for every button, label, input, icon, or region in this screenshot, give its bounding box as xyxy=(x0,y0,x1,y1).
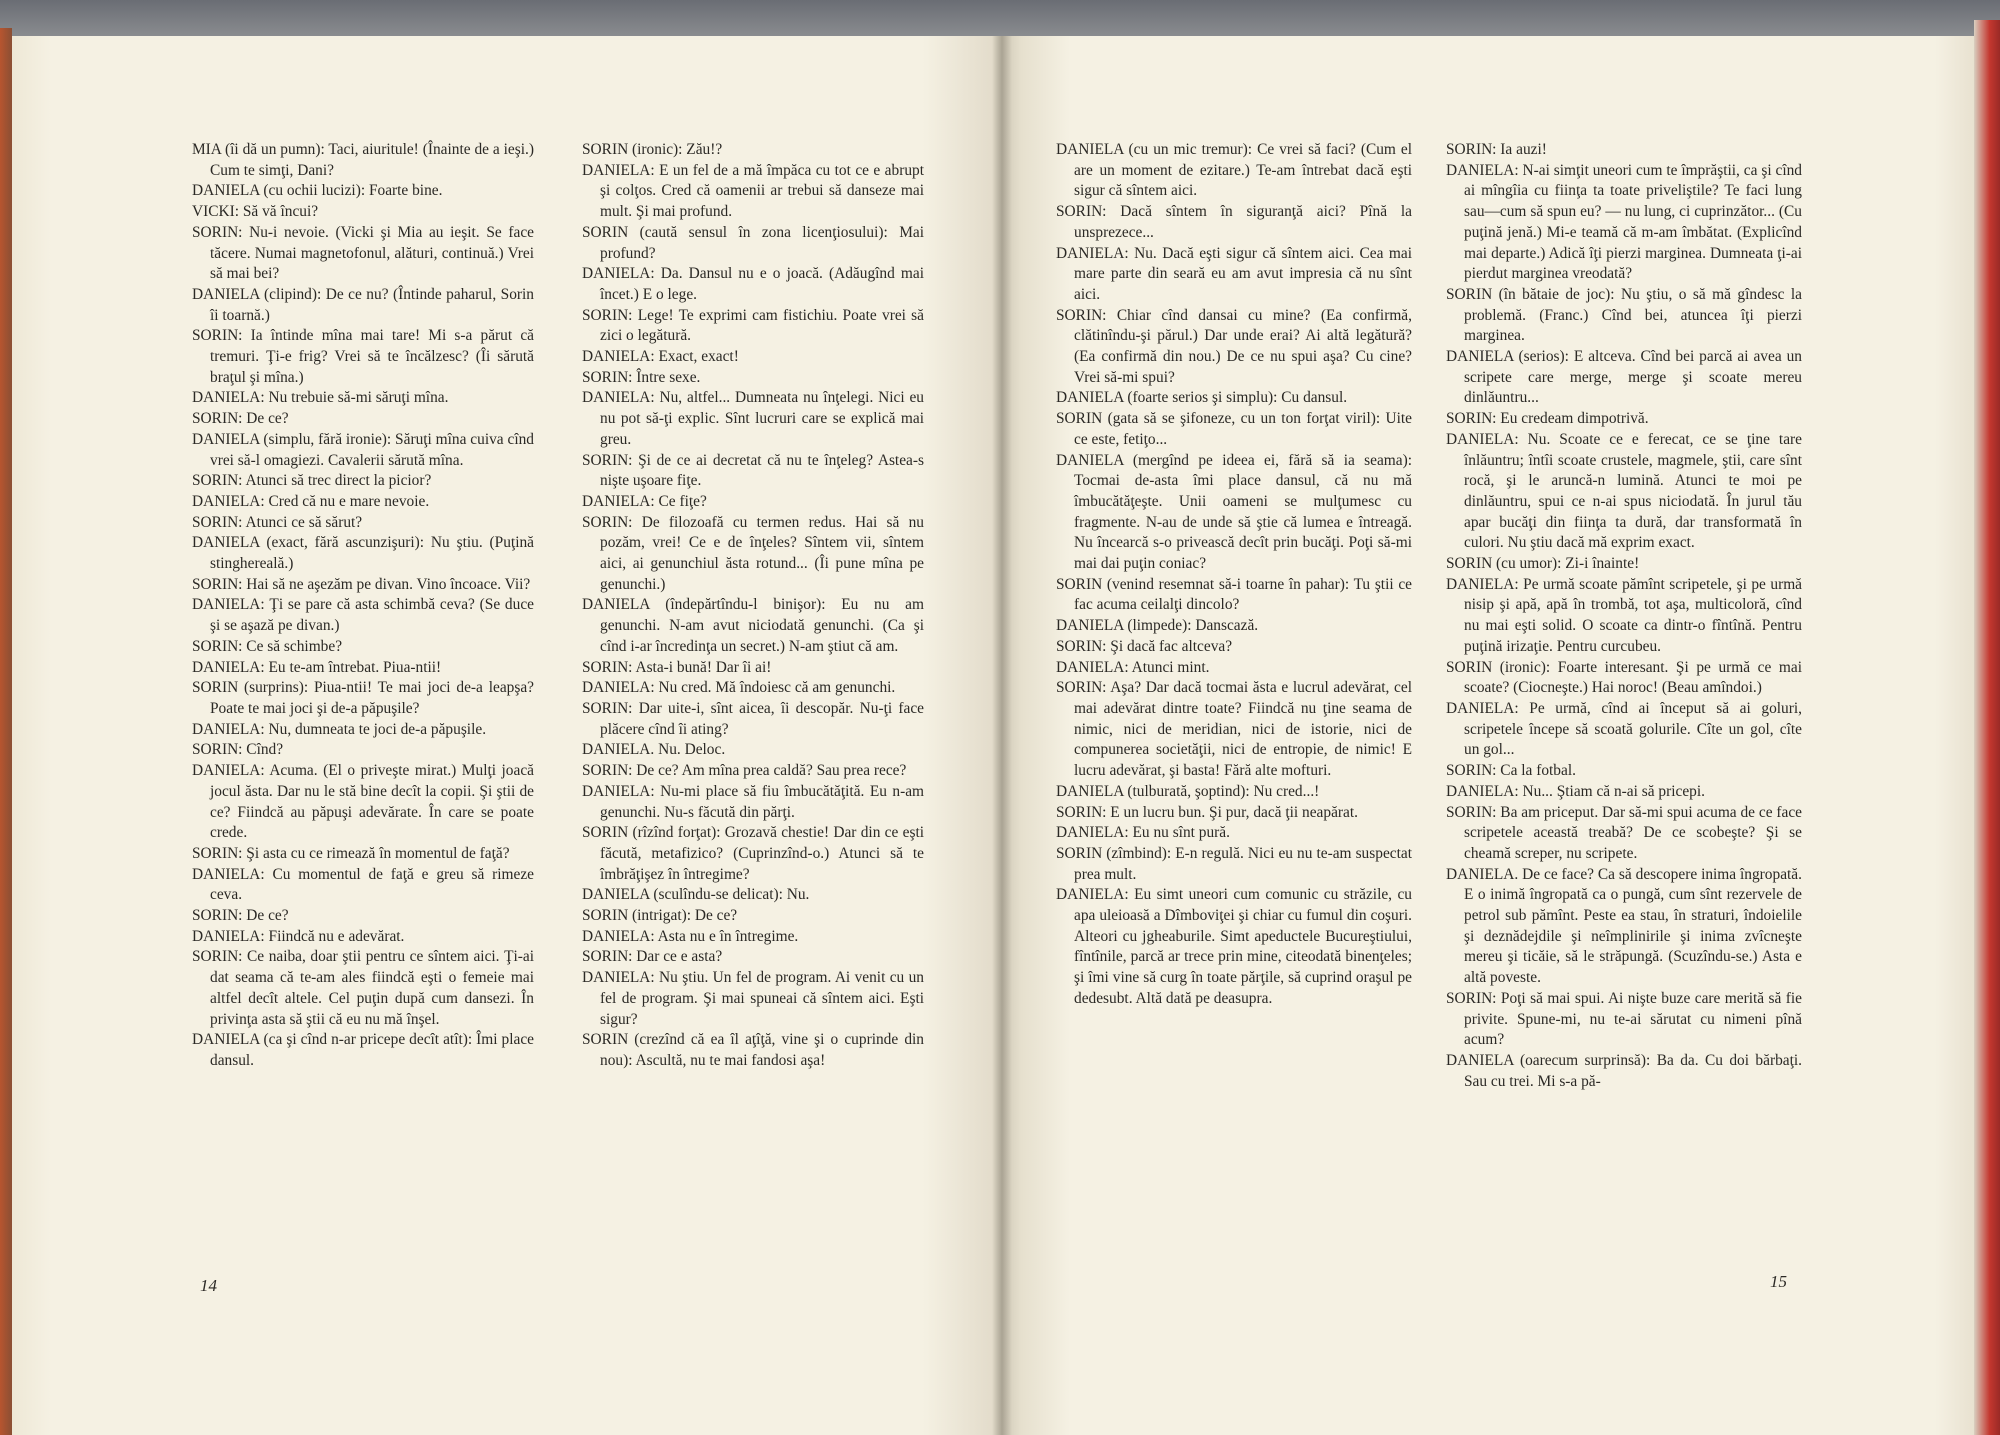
dialogue-line: SORIN: De ce? xyxy=(192,410,289,428)
dialogue-line: DANIELA: Nu ştiu. Un fel de program. Ai venit cu un fel de program. Şi mai spuneai că sîntem aici. Eşti sigur? xyxy=(582,969,924,1028)
dialogue-line: SORIN: Şi de ce ai decretat că nu te înţeleg? Astea-s nişte uşoare fiţe. xyxy=(582,451,924,490)
book-top-edge xyxy=(0,0,2000,40)
dialogue-line: DANIELA (cu un mic tremur): Ce vrei să faci? (Cum el are un moment de ezitare.) Te-am întrebat dacă eşti sigur că sîntem aici. xyxy=(1056,141,1412,200)
dialogue-line: DANIELA (îndepărtîndu-l binişor): Eu nu am genunchi. N-am avut niciodată genunchi. (Ca şi cînd i-ar încredinţa un secret.) N-am ştiut că am. xyxy=(582,596,924,655)
dialogue-line: DANIELA: Nu. Scoate ce e ferecat, ce se ţine tare înlăuntru; întîi scoate crustele, magmele, ştii, care sînt rocă, şi le aruncă-n lumină. Atunci te moi pe dinlăuntru, spui ce n-ai spus niciodată. În jurul tău apar bucăţi din fiinţa ta dură, dar transformată în culori. Nu ştiu dacă mă exprim exact. xyxy=(1446,430,1802,552)
dialogue-line: DANIELA. Nu. Deloc. xyxy=(582,741,726,759)
dialogue-line: SORIN: Dacă sîntem în siguranţă aici? Pînă la unsprezece... xyxy=(1056,203,1412,241)
dialogue-line: SORIN: Dar uite-i, sînt aicea, îi descopăr. Nu-ţi face plăcere cînd îi ating? xyxy=(582,699,924,738)
dialogue-line: SORIN: Lege! Te exprimi cam fistichiu. Poate vrei să zici o legătură. xyxy=(582,306,924,345)
dialogue-line: DANIELA: Atunci mint. xyxy=(1056,658,1210,676)
dialogue-line: SORIN: Între sexe. xyxy=(582,368,701,386)
left-page-column-2 xyxy=(582,140,924,1072)
dialogue-line: SORIN: Şi asta cu ce rimează în momentul de faţă? xyxy=(192,844,510,862)
dialogue-line: DANIELA (exact, fără ascunzişuri): Nu ştiu. (Puţină stinghereală.) xyxy=(192,534,534,573)
dialogue-line: DANIELA (mergînd pe ideea ei, fără să ia seama): Tocmai de-asta îmi place dansul, că nu mă îmbucătăţeşte. Unii oameni se mulţumesc cu fragmente. N-au de unde să ştie că lumea e întreagă. Nu încearcă s-o privească decît prin bucăţi. Poţi să-mi mai dai puţin coniac? xyxy=(1056,451,1412,573)
dialogue-line: DANIELA: Cu momentul de faţă e greu să rimeze ceva. xyxy=(192,865,534,904)
dialogue-line: DANIELA: Nu trebuie să-mi săruţi mîna. xyxy=(192,389,449,407)
dialogue-line: SORIN: Hai să ne aşezăm pe divan. Vino încoace. Vii? xyxy=(192,575,531,593)
dialogue-line: SORIN: Atunci să trec direct la picior? xyxy=(192,472,432,490)
dialogue-line: SORIN (crezînd că ea îl aţîţă, vine şi o cuprinde din nou): Ascultă, nu te mai fandosi aşa! xyxy=(582,1031,924,1069)
dialogue-line: SORIN (intrigat): De ce? xyxy=(582,907,738,925)
dialogue-line: SORIN: De ce? Am mîna prea caldă? Sau prea rece? xyxy=(582,762,907,780)
dialogue-line: SORIN (cu umor): Zi-i înainte! xyxy=(1446,555,1640,573)
dialogue-line: DANIELA: Ce fiţe? xyxy=(582,492,707,510)
dialogue-line: SORIN (venind resemnat să-i toarne în pahar): Tu ştii ce fac acuma ceilalţi dincolo? xyxy=(1056,575,1412,614)
dialogue-line: SORIN: Aşa? Dar dacă tocmai ăsta e lucrul adevărat, cel mai adevărat dintre toate? Fiindcă nu ţine seama de nimic, nici de meridian, nici de istorie, nici de compunerea societăţii, nici de entropie, de nimic! E lucru adevărat, şi basta! Fără alte mofturi. xyxy=(1056,679,1412,780)
dialogue-line: SORIN (rîzînd forţat): Grozavă chestie! Dar din ce eşti făcută, metafizico? (Cuprinzînd-o.) Atunci să te îmbrăţişez în întregime? xyxy=(582,824,924,883)
dialogue-line: DANIELA (serios): E altceva. Cînd bei parcă ai avea un scripete care merge, merge şi scoate mereu dinlăuntru... xyxy=(1446,348,1802,407)
dialogue-line: DANIELA: E un fel de a mă împăca cu tot ce e abrupt şi colţos. Cred că oamenii ar trebui să danseze mai mult. Şi mai profund. xyxy=(582,161,924,221)
dialogue-line: MIA (îi dă un pumn): Taci, aiuritule! (Înainte de a ieşi.) Cum te simţi, Dani? xyxy=(192,141,534,179)
dialogue-line: DANIELA: Nu, altfel... Dumneata nu înţelegi. Nici eu nu pot să-ţi explic. Sînt lucruri care se explică mai greu. xyxy=(582,389,924,448)
dialogue-line: SORIN (gata să se şifoneze, cu un ton forţat viril): Uite ce este, fetiţo... xyxy=(1056,410,1412,448)
dialogue-line: DANIELA (clipind): De ce nu? (Întinde paharul, Sorin îi toarnă.) xyxy=(192,285,534,324)
right-page-column-2 xyxy=(1446,140,1802,1092)
dialogue-line: DANIELA: Eu simt uneori cum comunic cu străzile, cu apa uleioasă a Dîmboviţei şi chiar cu fumul din coşuri. Alteori cu jgheaburile. Simt apeductele Bucureştiului, fîntînile, parcă ar trece prin mine, citeodată binenţeles; şi îmi vine să curg în toate părţile, să cuprind oraşul pe dedesubt. Altă dată pe deasupra. xyxy=(1056,886,1412,1007)
dialogue-line: DANIELA: Nu cred. Mă îndoiesc că am genunchi. xyxy=(582,679,896,697)
dialogue-line: SORIN: Dar ce e asta? xyxy=(582,948,723,966)
dialogue-line: DANIELA (ca şi cînd n-ar pricepe decît atît): Îmi place dansul. xyxy=(192,1031,534,1069)
dialogue-line: DANIELA (limpede): Danscază. xyxy=(1056,617,1259,635)
dialogue-line: SORIN: Eu credeam dimpotrivă. xyxy=(1446,410,1649,428)
dialogue-line: DANIELA: Acuma. (El o priveşte mirat.) Mulţi joacă jocul ăsta. Dar nu le stă bine decît la copii. Şi ştii de ce? Fiindcă au păpuşi adevărate. În care se poate crede. xyxy=(192,762,534,842)
dialogue-line: SORIN (zîmbind): E-n regulă. Nici eu nu te-am suspectat prea mult. xyxy=(1056,844,1412,883)
dialogue-line: DANIELA: Nu... Ştiam că n-ai să pricepi. xyxy=(1446,782,1706,800)
dialogue-line: DANIELA (oarecum surprinsă): Ba da. Cu doi bărbaţi. Sau cu trei. Mi s-a pă- xyxy=(1446,1051,1802,1090)
dialogue-line: SORIN: Ia auzi! xyxy=(1446,141,1547,158)
left-page-column-1 xyxy=(192,140,534,1072)
dialogue-line: SORIN: Ce naiba, doar ştii pentru ce sîntem aici. Ţi-ai dat seama că te-am ales fiindcă eşti o femeie mai altfel decît altele. Cel puţin după cum dansezi. În privinţa asta să ştii că eu nu mă înşel. xyxy=(192,948,534,1028)
dialogue-line: SORIN: Ba am priceput. Dar să-mi spui acuma de ce face scripetele această treabă? De ce scobeşte? Şi se cheamă screper, nu scripete. xyxy=(1446,803,1802,862)
page-number-right: 15 xyxy=(1770,1272,1787,1291)
dialogue-line: DANIELA (cu ochii lucizi): Foarte bine. xyxy=(192,182,443,200)
dialogue-line: SORIN: De ce? xyxy=(192,907,289,925)
dialogue-line: SORIN: Ia întinde mîna mai tare! Mi s-a părut că tremuri. Ţi-e frig? Vrei să te încălzesc? (Îi sărută braţul şi mîna.) xyxy=(192,327,534,386)
dialogue-line: DANIELA: Pe urmă, cînd ai început să ai goluri, scripetele începe să scoată golurile. Cîte un gol, cîte un gol... xyxy=(1446,699,1802,759)
dialogue-line: DANIELA: Asta nu e în întregime. xyxy=(582,927,799,945)
book-cover-left-edge xyxy=(0,28,12,1435)
book-cover-right-edge xyxy=(1974,20,2000,1435)
dialogue-line: SORIN: Cînd? xyxy=(192,741,284,759)
book-gutter xyxy=(992,36,1012,1435)
right-page-column-1 xyxy=(1056,140,1412,1010)
dialogue-line: DANIELA: Nu, dumneata te joci de-a păpuşile. xyxy=(192,720,487,738)
dialogue-line: DANIELA: Eu te-am întrebat. Piua-ntii! xyxy=(192,658,442,676)
dialogue-line: DANIELA: N-ai simţit uneori cum te împrăştii, ca şi cînd ai mîngîia cu fiinţa ta toate priveliştile? Te faci lung sau—cum să spun eu? — nu lung, ci cuprinzător... (Cu puţină jenă.) Mi-e teamă că m-am îmbătat. (Explicînd mai departe.) Adică îţi pierzi marginea. Dumneata ţi-ai pierdut marginea vreodată? xyxy=(1446,161,1802,283)
dialogue-line: SORIN (ironic): Zău!? xyxy=(582,141,723,158)
dialogue-line: DANIELA (simplu, fără ironie): Săruţi mîna cuiva cînd vrei să-l omagiezi. Cavalerii sărută mîna. xyxy=(192,430,534,469)
dialogue-line: SORIN: De filozoafă cu termen redus. Hai să nu pozăm, vrei! Ce e de înţeles? Sîntem vii, sîntem aici, ai genunchiul ăsta rotund... (Îi pune mîna pe genunchi.) xyxy=(582,513,924,593)
dialogue-line: SORIN: Poţi să mai spui. Ai nişte buze care merită să fie privite. Spune-mi, nu te-ai sărutat cu nimeni pînă acum? xyxy=(1446,989,1802,1049)
dialogue-line: SORIN: Asta-i bună! Dar îi ai! xyxy=(582,658,772,676)
dialogue-line: DANIELA (sculîndu-se delicat): Nu. xyxy=(582,886,810,904)
dialogue-line: VICKI: Să vă încui? xyxy=(192,203,319,221)
dialogue-line: SORIN: Şi dacă fac altceva? xyxy=(1056,637,1233,655)
dialogue-line: SORIN (în bătaie de joc): Nu ştiu, o să mă gîndesc la problemă. (Franc.) Cînd bei, atuncea îţi pierzi marginea. xyxy=(1446,285,1802,345)
dialogue-line: DANIELA (tulburată, şoptind): Nu cred...! xyxy=(1056,782,1320,800)
dialogue-line: SORIN (caută sensul în zona licenţiosului): Mai profund? xyxy=(582,223,924,262)
dialogue-line: DANIELA: Ţi se pare că asta schimbă ceva? (Se duce şi se aşază pe divan.) xyxy=(192,596,534,635)
dialogue-line: DANIELA: Cred că nu e mare nevoie. xyxy=(192,492,430,510)
dialogue-line: SORIN (ironic): Foarte interesant. Şi pe urmă ce mai scoate? (Ciocneşte.) Hai noroc! (Beau amîndoi.) xyxy=(1446,658,1802,697)
dialogue-line: SORIN: Atunci ce să sărut? xyxy=(192,513,363,531)
dialogue-line: DANIELA: Pe urmă scoate pămînt scripetele, şi pe urmă nisip şi apă, apă în trombă, tot aşa, multicoloră, cînd nu mai eşti solid. O scoate ca dintr-o fîntînă. Pentru puţină irizaţie. Pentru curcubeu. xyxy=(1446,575,1802,655)
dialogue-line: DANIELA: Nu-mi place să fiu îmbucătăţită. Eu n-am genunchi. Nu-s făcută din părţi. xyxy=(582,782,924,821)
dialogue-line: DANIELA: Nu. Dacă eşti sigur că sîntem aici. Cea mai mare parte din seară eu am avut impresia că nu sînt aici. xyxy=(1056,244,1412,303)
dialogue-line: DANIELA: Fiindcă nu e adevărat. xyxy=(192,927,405,945)
dialogue-line: DANIELA. De ce face? Ca să descopere inima îngropată. E o inimă îngropată ca o pungă, cum sînt rezervele de petrol sub pămînt. Peste ea stau, în straturi, îndoielile şi deznădejdile şi neîmplinirile şi inima zvîcneşte mereu şi ticăie, să le străpungă. (Scuzîndu-se.) Asta e altă poveste. xyxy=(1446,865,1802,987)
dialogue-line: DANIELA (foarte serios şi simplu): Cu dansul. xyxy=(1056,389,1348,407)
dialogue-line: SORIN (surprins): Piua-ntii! Te mai joci de-a leapşa? Poate te mai joci şi de-a păpuşile? xyxy=(192,679,534,717)
dialogue-line: SORIN: Nu-i nevoie. (Vicki şi Mia au ieşit. Se face tăcere. Numai magnetofonul, alături, continuă.) Vrei să mai bei? xyxy=(192,223,534,283)
dialogue-line: DANIELA: Exact, exact! xyxy=(582,348,739,366)
dialogue-line: DANIELA: Eu nu sînt pură. xyxy=(1056,824,1230,842)
dialogue-line: SORIN: Chiar cînd dansai cu mine? (Ea confirmă, clătinîndu-şi părul.) Dar unde erai? Ai altă legătură? (Ea confirmă din nou.) De ce nu spui aşa? Cu cine? Vrei să-mi spui? xyxy=(1056,306,1412,386)
page-number-left: 14 xyxy=(200,1276,217,1295)
dialogue-line: DANIELA: Da. Dansul nu e o joacă. (Adăugînd mai încet.) E o lege. xyxy=(582,265,924,303)
dialogue-line: SORIN: Ce să schimbe? xyxy=(192,637,343,655)
dialogue-line: SORIN: E un lucru bun. Şi pur, dacă ţii neapărat. xyxy=(1056,803,1358,821)
dialogue-line: SORIN: Ca la fotbal. xyxy=(1446,762,1576,780)
